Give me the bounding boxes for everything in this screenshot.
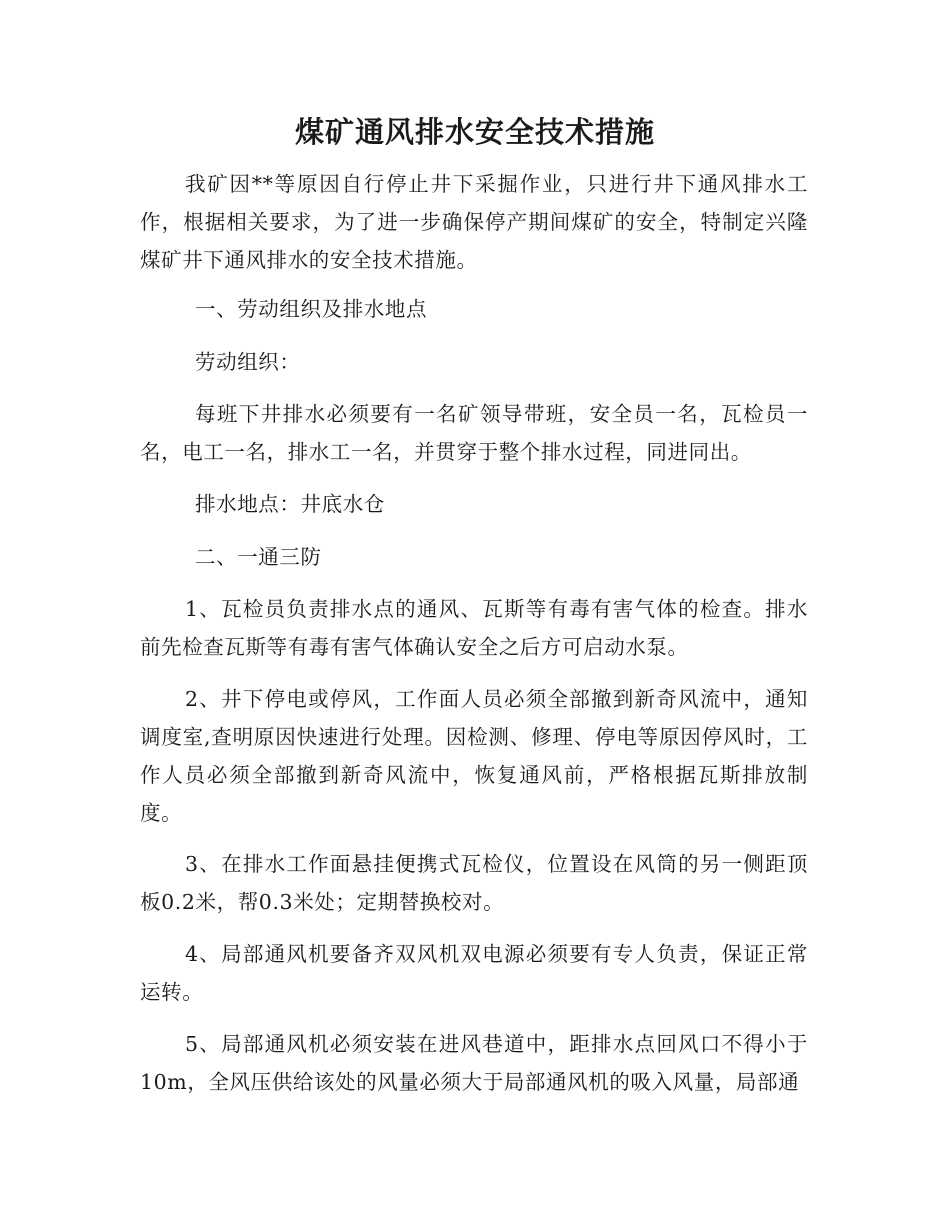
document-title: 煤矿通风排水安全技术措施: [294, 115, 655, 149]
list-item-2: 2、井下停电或停风，工作面人员必须全部撤到新奇风流中，通知调度室,查明原因快速进行处理。因检测、修理、停电等原因停风时，工作人员必须全部撤到新奇风流中，恢复通风前，严格根据瓦斯排放制度。: [140, 687, 808, 825]
labor-organization-paragraph: 每班下井排水必须要有一名矿领导带班，安全员一名，瓦检员一名，电工一名，排水工一名，并贯穿于整个排水过程，同进同出。: [140, 402, 808, 464]
list-item-5: 5、局部通风机必须安装在进风巷道中，距排水点回风口不得小于10m，全风压供给该处的风量必须大于局部通风机的吸入风量，局部通: [140, 1032, 808, 1094]
section-heading-labor-organization: 一、劳动组织及排水地点: [195, 297, 428, 321]
section-heading-ventilation: 二、一通三防: [195, 545, 322, 569]
intro-paragraph: 我矿因**等原因自行停止井下采掘作业，只进行井下通风排水工作，根据相关要求，为了进一步确保停产期间煤矿的安全，特制定兴隆煤矿井下通风排水的安全技术措施。: [140, 172, 808, 272]
list-item-1: 1、瓦检员负责排水点的通风、瓦斯等有毒有害气体的检查。排水前先检查瓦斯等有毒有害气体确认安全之后方可启动水泵。: [140, 597, 808, 659]
drainage-location-line: 排水地点：井底水仓: [195, 492, 385, 516]
list-item-4: 4、局部通风机要备齐双风机双电源必须要有专人负责，保证正常运转。: [140, 942, 808, 1004]
labor-organization-label: 劳动组织：: [195, 350, 301, 374]
list-item-3: 3、在排水工作面悬挂便携式瓦检仪，位置设在风筒的另一侧距顶板0.2米，帮0.3米处；定期替换校对。: [140, 852, 808, 914]
